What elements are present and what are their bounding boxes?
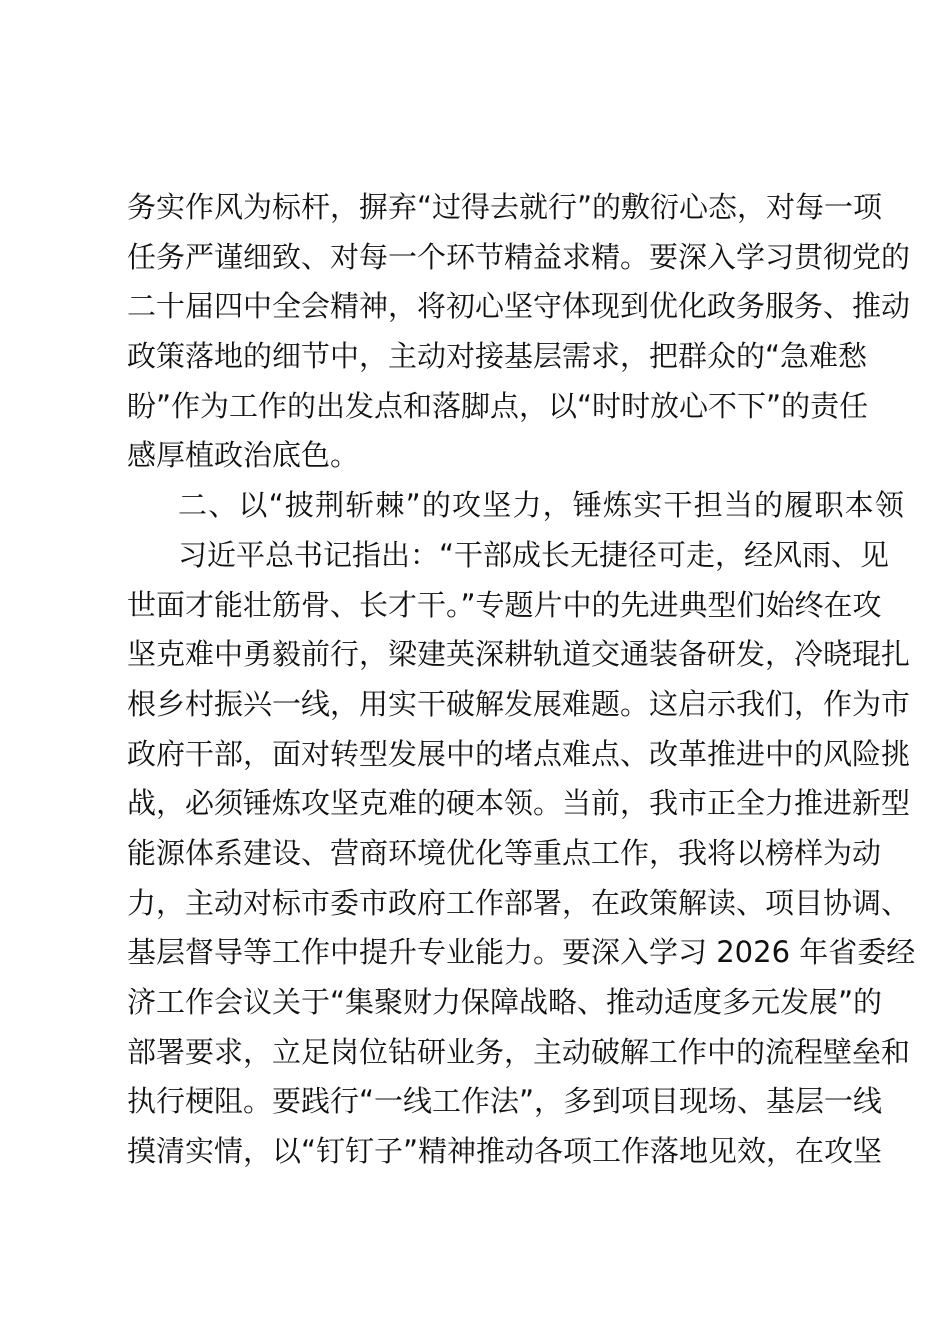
paragraph-2 [127, 531, 916, 1177]
text-line: 战，必须锤炼攻坚克难的硬本领。当前，我市正全力推进新型 [127, 786, 911, 821]
text-line: 政策落地的细节中，主动对接基层需求，把群众的“急难愁 [127, 339, 868, 374]
text-line: 力，主动对标市委市政府工作部署，在政策解读、项目协调、 [127, 885, 911, 920]
text-line: 基层督导等工作中提升专业能力。要深入学习 2026 年省委经 [127, 935, 916, 970]
text-line: 执行梗阻。要践行“一线工作法”，多到项目现场、基层一线 [127, 1084, 883, 1119]
text-line: 政府干部，面对转型发展中的堵点难点、改革推进中的风险挑 [127, 736, 911, 771]
section-heading: 二、以“披荆斩棘”的攻坚力，锤炼实干担当的履职本领 [178, 488, 906, 523]
paragraph-1 [127, 183, 911, 481]
text-line: 摸清实情，以“钉钉子”精神推动各项工作落地见效，在攻坚 [127, 1134, 883, 1169]
text-line: 能源体系建设、营商环境优化等重点工作，我将以榜样为动 [127, 835, 882, 870]
text-line: 务实作风为标杆，摒弃“过得去就行”的敷衍心态，对每一项 [127, 190, 883, 224]
text-line: 任务严谨细致、对每一个环节精益求精。要深入学习贯彻党的 [127, 239, 911, 274]
text-line: 习近平总书记指出：“干部成长无捷径可走，经风雨、见 [178, 537, 890, 572]
text-line: 济工作会议关于“集聚财力保障战略、推动适度多元发展”的 [127, 985, 883, 1019]
text-line: 世面才能壮筋骨、长才干。”专题片中的先进典型们始终在攻 [127, 587, 882, 622]
document-page [127, 183, 916, 1177]
text-line: 坚克难中勇毅前行，梁建英深耕轨道交通装备研发，冷晓琨扎 [127, 637, 911, 672]
text-line: 盼”作为工作的出发点和落脚点，以“时时放心不下”的责任 [127, 388, 869, 423]
text-line: 部署要求，立足岗位钻研业务，主动破解工作中的流程壁垒和 [127, 1034, 911, 1069]
text-line: 根乡村振兴一线，用实干破解发展难题。这启示我们，作为市 [127, 686, 911, 721]
text-line: 感厚植政治底色。 [127, 438, 360, 473]
text-line: 二十届四中全会精神，将初心坚守体现到优化政务服务、推动 [127, 289, 911, 324]
